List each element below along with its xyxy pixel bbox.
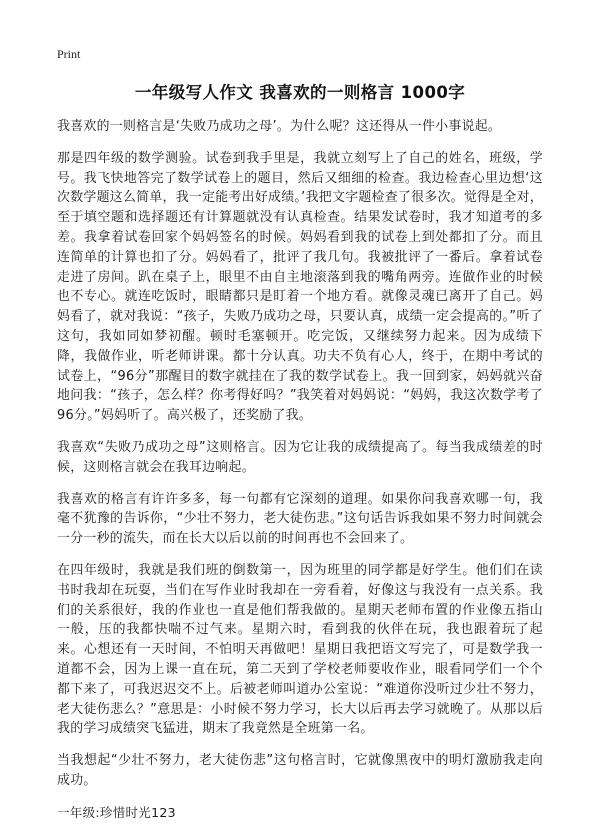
paragraph-favorite-motto: 我喜欢的格言有许许多多，每一句都有它深刻的道理。如果你问我喜欢哪一句，我毫不犹豫的告诉你，“少壮不努力，老大徒伤悲。”这句话告诉我如果不努力时间就会一分一秒的流失，而在长大以后以前的时间再也不会回来了。 (57, 491, 543, 547)
paragraph-conclusion: 当我想起“少壮不努力，老大徒伤悲”这句格言时，它就像黑夜中的明灯激励我走向成功。 (57, 753, 543, 788)
paragraph-why-like-motto: 我喜欢“失败乃成功之母”这则格言。因为它让我的成绩提高了。每当我成绩差的时候，这则格言就会在我耳边响起。 (57, 439, 543, 475)
print-link[interactable]: Print (57, 47, 81, 61)
author-byline: 一年级:珍惜时光123 (57, 804, 176, 820)
article-body (57, 117, 543, 822)
paragraph-math-test-story: 那是四年级的数学测验。试卷到我手里是，我就立刻写上了自己的姓名，班级，学号。我飞快地答完了数学试卷上的题目，然后又细细的检查。我边检查心里边想‘这次数学题这么简单，我一定能考出好成绩。’我把文字题检查了很多次。觉得是全对，至于填空题和选择题还有计算题就没有认真检查。结果发试卷时，我才知道考的多差。我拿着试卷回家个妈妈签名的时候。妈妈看到我的试卷上到处都扣了分。而且连简单的计算也扣了分。妈妈看了，批评了我几句。我被批评了一番后。拿着试卷走进了房间。趴在桌子上，眼里不由自主地滚落到我的嘴角两旁。连做作业的时候也不专心。就连吃饭时，眼睛都只是盯着一个地方看。就像灵魂已离开了自己。妈妈看了，就对我说：“孩子，失败乃成功之母，只要认真，成绩一定会提高的。”听了这句，我如同如梦初醒。顿时毛塞顿开。吃完饭，又继续努力起来。因为成绩下降，我做作业，听老师讲课。都十分认真。功夫不负有心人，终于，在期中考试的试卷上，“96分”那醒目的数字就挂在了我的数学试卷上。我一回到家，妈妈就兴奋地问我：“孩子，怎么样？你考得好吗？”我笑着对妈妈说：“妈妈，我这次数学考了96分。”妈妈听了。高兴极了，还奖励了我。 (57, 150, 543, 424)
paragraph-intro: 我喜欢的一则格言是‘失败乃成功之母’。为什么呢？这还得从一件小事说起。 (57, 119, 502, 134)
article-title: 一年级写人作文 我喜欢的一则格言 1000字 (134, 83, 466, 102)
paragraph-fourth-grade-story: 在四年级时，我就是我们班的倒数第一，因为班里的同学都是好学生。他们们在读书时我却在玩耍，当们在写作业时我却在一旁看着，好像这与我没有一点关系。我们的关系很好，我的作业也一直是他们帮我做的。星期天老师布置的作业像五指山一般，压的我都快喘不过气来。星期六时，看到我的伙伴在玩，我也跟着玩了起来。心想还有一天时间，不怕明天再做吧！星期日我把语文写完了，可是数学我一道都不会，因为上课一直在玩，第二天到了学校老师要收作业，眼看同学们一个个都下来了，可我迟迟交不上。后被老师叫道办公室说：“难道你没听过少壮不努力，老大徒伤悲么？”意思是：小时候不努力学习，长大以后再去学习就晚了。从那以后我的学习成绩突飞猛进，期末了我竟然是全班第一名。 (57, 562, 543, 737)
